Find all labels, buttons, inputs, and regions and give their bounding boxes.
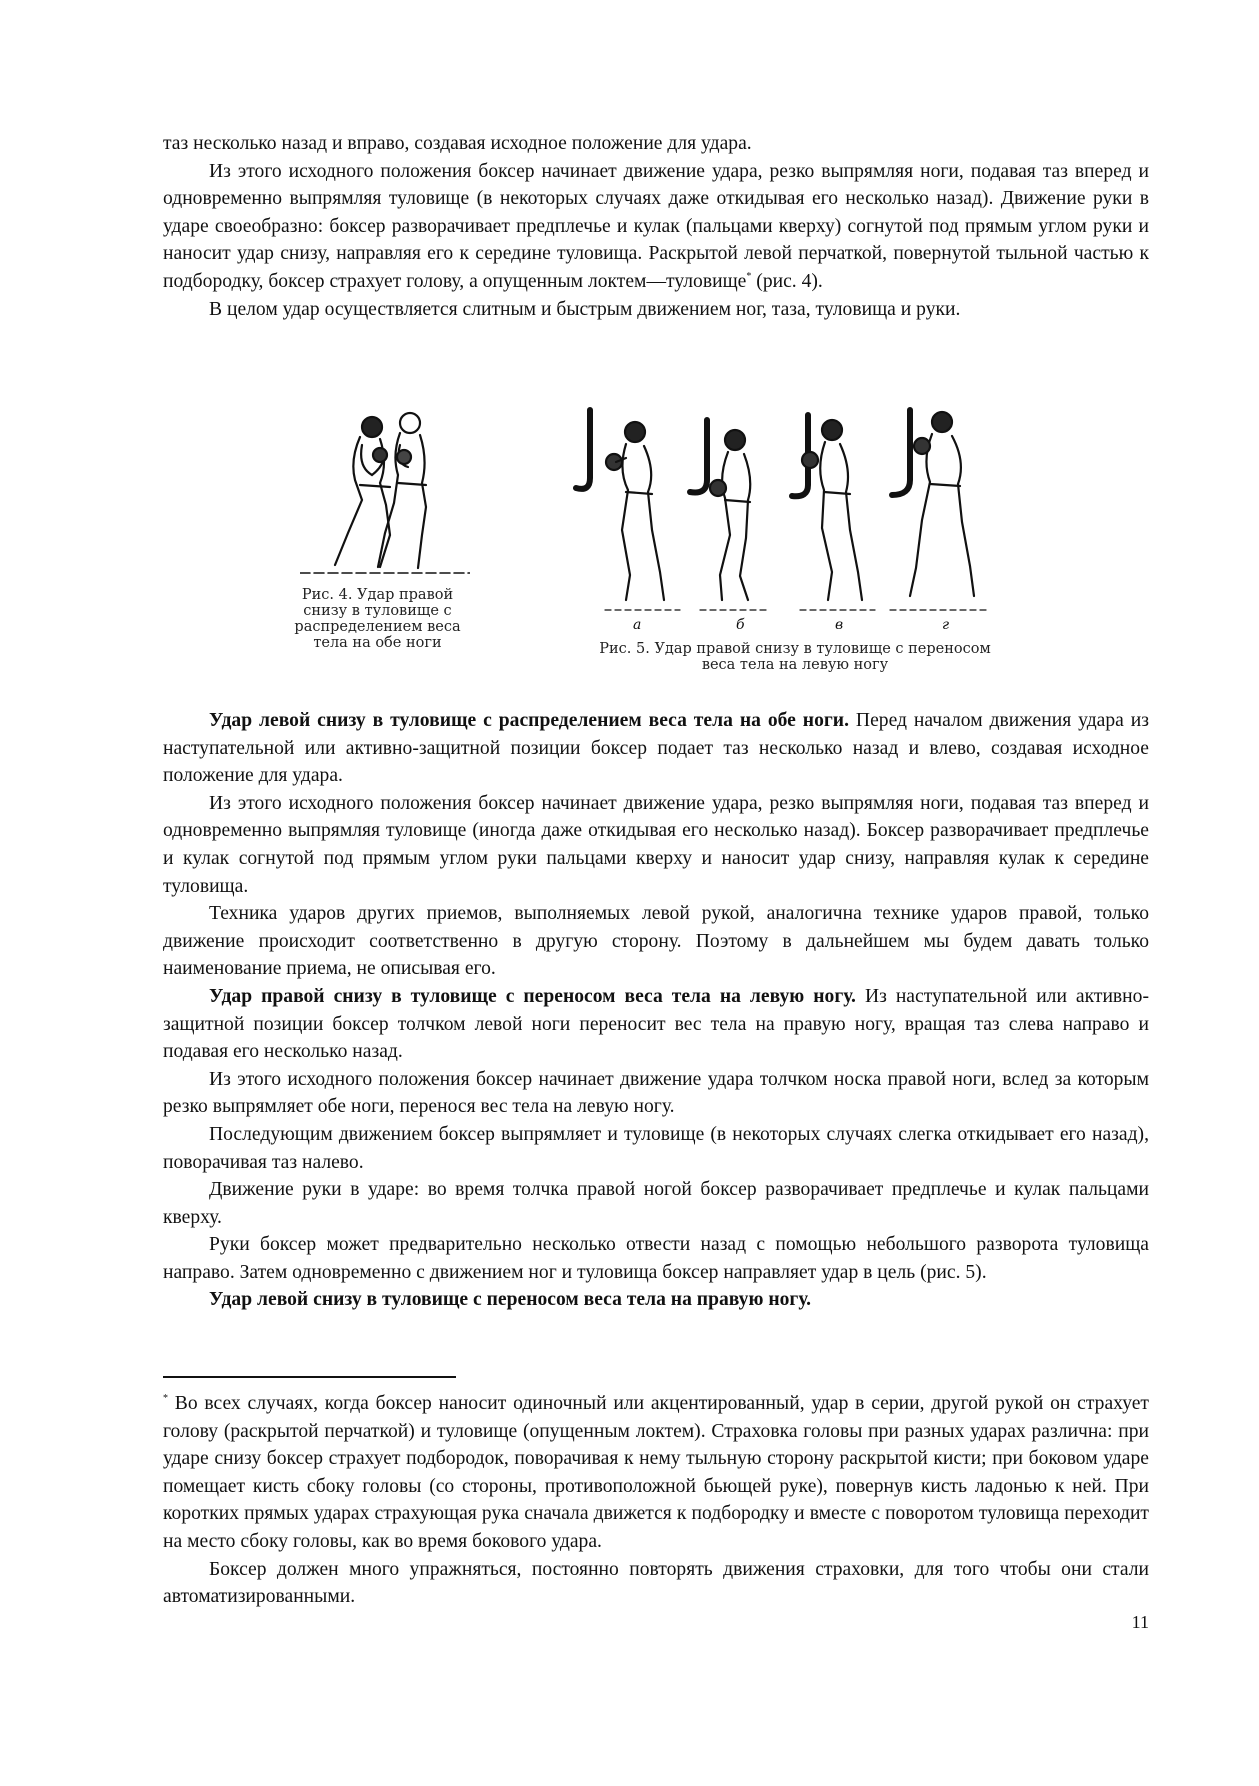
figure-5-label-b: б: [736, 617, 745, 633]
section-heading: Удар левой снизу в туловище с переносом веса тела на правую ногу.: [209, 1289, 812, 1311]
footnote-block: [163, 1390, 1149, 1611]
section-heading: Удар левой снизу в туловище с распределением веса тела на обе ноги.: [209, 710, 849, 731]
page-number: 11: [1131, 1612, 1149, 1632]
figure-5-caption: [560, 641, 1030, 673]
figure-5-label-v: в: [835, 617, 844, 633]
paragraph-text: Из наступательной или активно-защитной позиции боксер толчком левой ноги переносит вес тела на правую ногу, вращая таз слева направо и подавая его несколько назад.: [163, 985, 1149, 1063]
paragraph: таз несколько назад и вправо, создавая исходное положение для удара.: [163, 133, 752, 154]
figure-5-caption-line2: веса тела на левую ногу: [701, 657, 889, 673]
paragraph: [163, 158, 1149, 296]
paragraph: Из этого исходного положения боксер начинает движение удара толчком носка правой ноги, вслед за которым резко выпрямляет обе ноги, перенося вес тела на левую ногу.: [163, 1068, 1149, 1118]
footnote-marker: *: [746, 270, 752, 282]
paragraph: [163, 983, 1149, 1066]
paragraph: В целом удар осуществляется слитным и быстрым движением ног, таза, туловища и руки.: [209, 298, 961, 320]
figure-4-illustration: [300, 405, 470, 580]
figure-reference: (рис. 4).: [756, 270, 823, 292]
paragraph-text: Перед началом движения удара из наступательной или активно-защитной позиции боксер подает таз несколько назад и влево, создавая исходное положение для удара.: [163, 710, 1150, 787]
paragraph: Последующим движением боксер выпрямляет и туловище (в некоторых случаях слегка откидывает его назад), поворачивая таз налево.: [163, 1123, 1149, 1173]
top-text-block: [163, 130, 1149, 323]
figure-5-illustration: [570, 400, 1020, 625]
paragraph: [163, 707, 1149, 790]
paragraph-text: Из этого исходного положения боксер начинает движение удара, резко выпрямляя ноги, подавая таз вперед и одновременно выпрямляя туловище (в некоторых случаях даже откидывая его несколько назад). Движение руки в ударе своеобразно: боксер разворачивает предплечье и кулак (пальцами кверху) согнутой под прямым углом руки и наносит удар снизу, направляя его к середине туловища. Раскрытой левой перчаткой, повернутой тыльной частью к подбородку, боксер страхует голову, а опущенным локтем—туловище: [163, 160, 1149, 292]
figure-5-label-a: а: [633, 617, 642, 633]
footnote-text: Во всех случаях, когда боксер наносит одиночный или акцентированный, удар в серии, другой рукой он страхует голову (раскрытой перчаткой) и туловище (опущенным локтем). Страховка головы при разных ударах различна: при ударе снизу боксер страхует подбородок, поворачивая к нему тыльную сторону раскрытой кисти; при боковом ударе помещает кисть сбоку головы (со стороны, противоположной бьющей руке), повернув кисть ладонью к ней. При коротких прямых ударах страхующая рука сначала движется к подбородку и вместе с поворотом туловища переходит на место сбоку головы, как во время бокового удара.: [163, 1393, 1149, 1552]
figure-4-caption: Рис. 4. Удар правой снизу в туловище с распределением веса тела на обе ноги: [294, 587, 461, 651]
figure-5-label-g: г: [942, 617, 950, 633]
footnote-separator: [163, 1376, 456, 1378]
paragraph: Движение руки в ударе: во время толчка правой ногой боксер разворачивает предплечье и кулак пальцами кверху.: [163, 1179, 1149, 1228]
section-heading: Удар правой снизу в туловище с переносом веса тела на левую ногу.: [209, 985, 856, 1007]
paragraph: Техника ударов других приемов, выполняемых левой рукой, аналогична технике ударов правой, только движение происходит соответственно в другую сторону. Поэтому в дальнейшем мы будем давать только наименование приема, не описывая его.: [163, 903, 1149, 980]
paragraph: Из этого исходного положения боксер начинает движение удара, резко выпрямляя ноги, подавая таз вперед и одновременно выпрямляя туловище (иногда даже откидывая его несколько назад). Боксер разворачивает предплечье и кулак согнутой под прямым углом руки пальцами кверху и наносит удар снизу, направляя кулак к середине туловища.: [163, 792, 1149, 897]
paragraph: Руки боксер может предварительно несколько отвести назад с помощью небольшого разворота туловища направо. Затем одновременно с движением ног и туловища боксер направляет удар в цель (рис. 5).: [163, 1234, 1149, 1283]
figure-5-caption-line1: Рис. 5. Удар правой снизу в туловище с переносом: [599, 641, 991, 657]
footnote-marker: *: [163, 1393, 168, 1404]
footnote-paragraph: Боксер должен много упражняться, постоянно повторять движения страховки, для того чтобы они стали автоматизированными.: [163, 1558, 1149, 1608]
footnote-paragraph: [163, 1390, 1149, 1556]
main-text-block: [163, 707, 1149, 1314]
